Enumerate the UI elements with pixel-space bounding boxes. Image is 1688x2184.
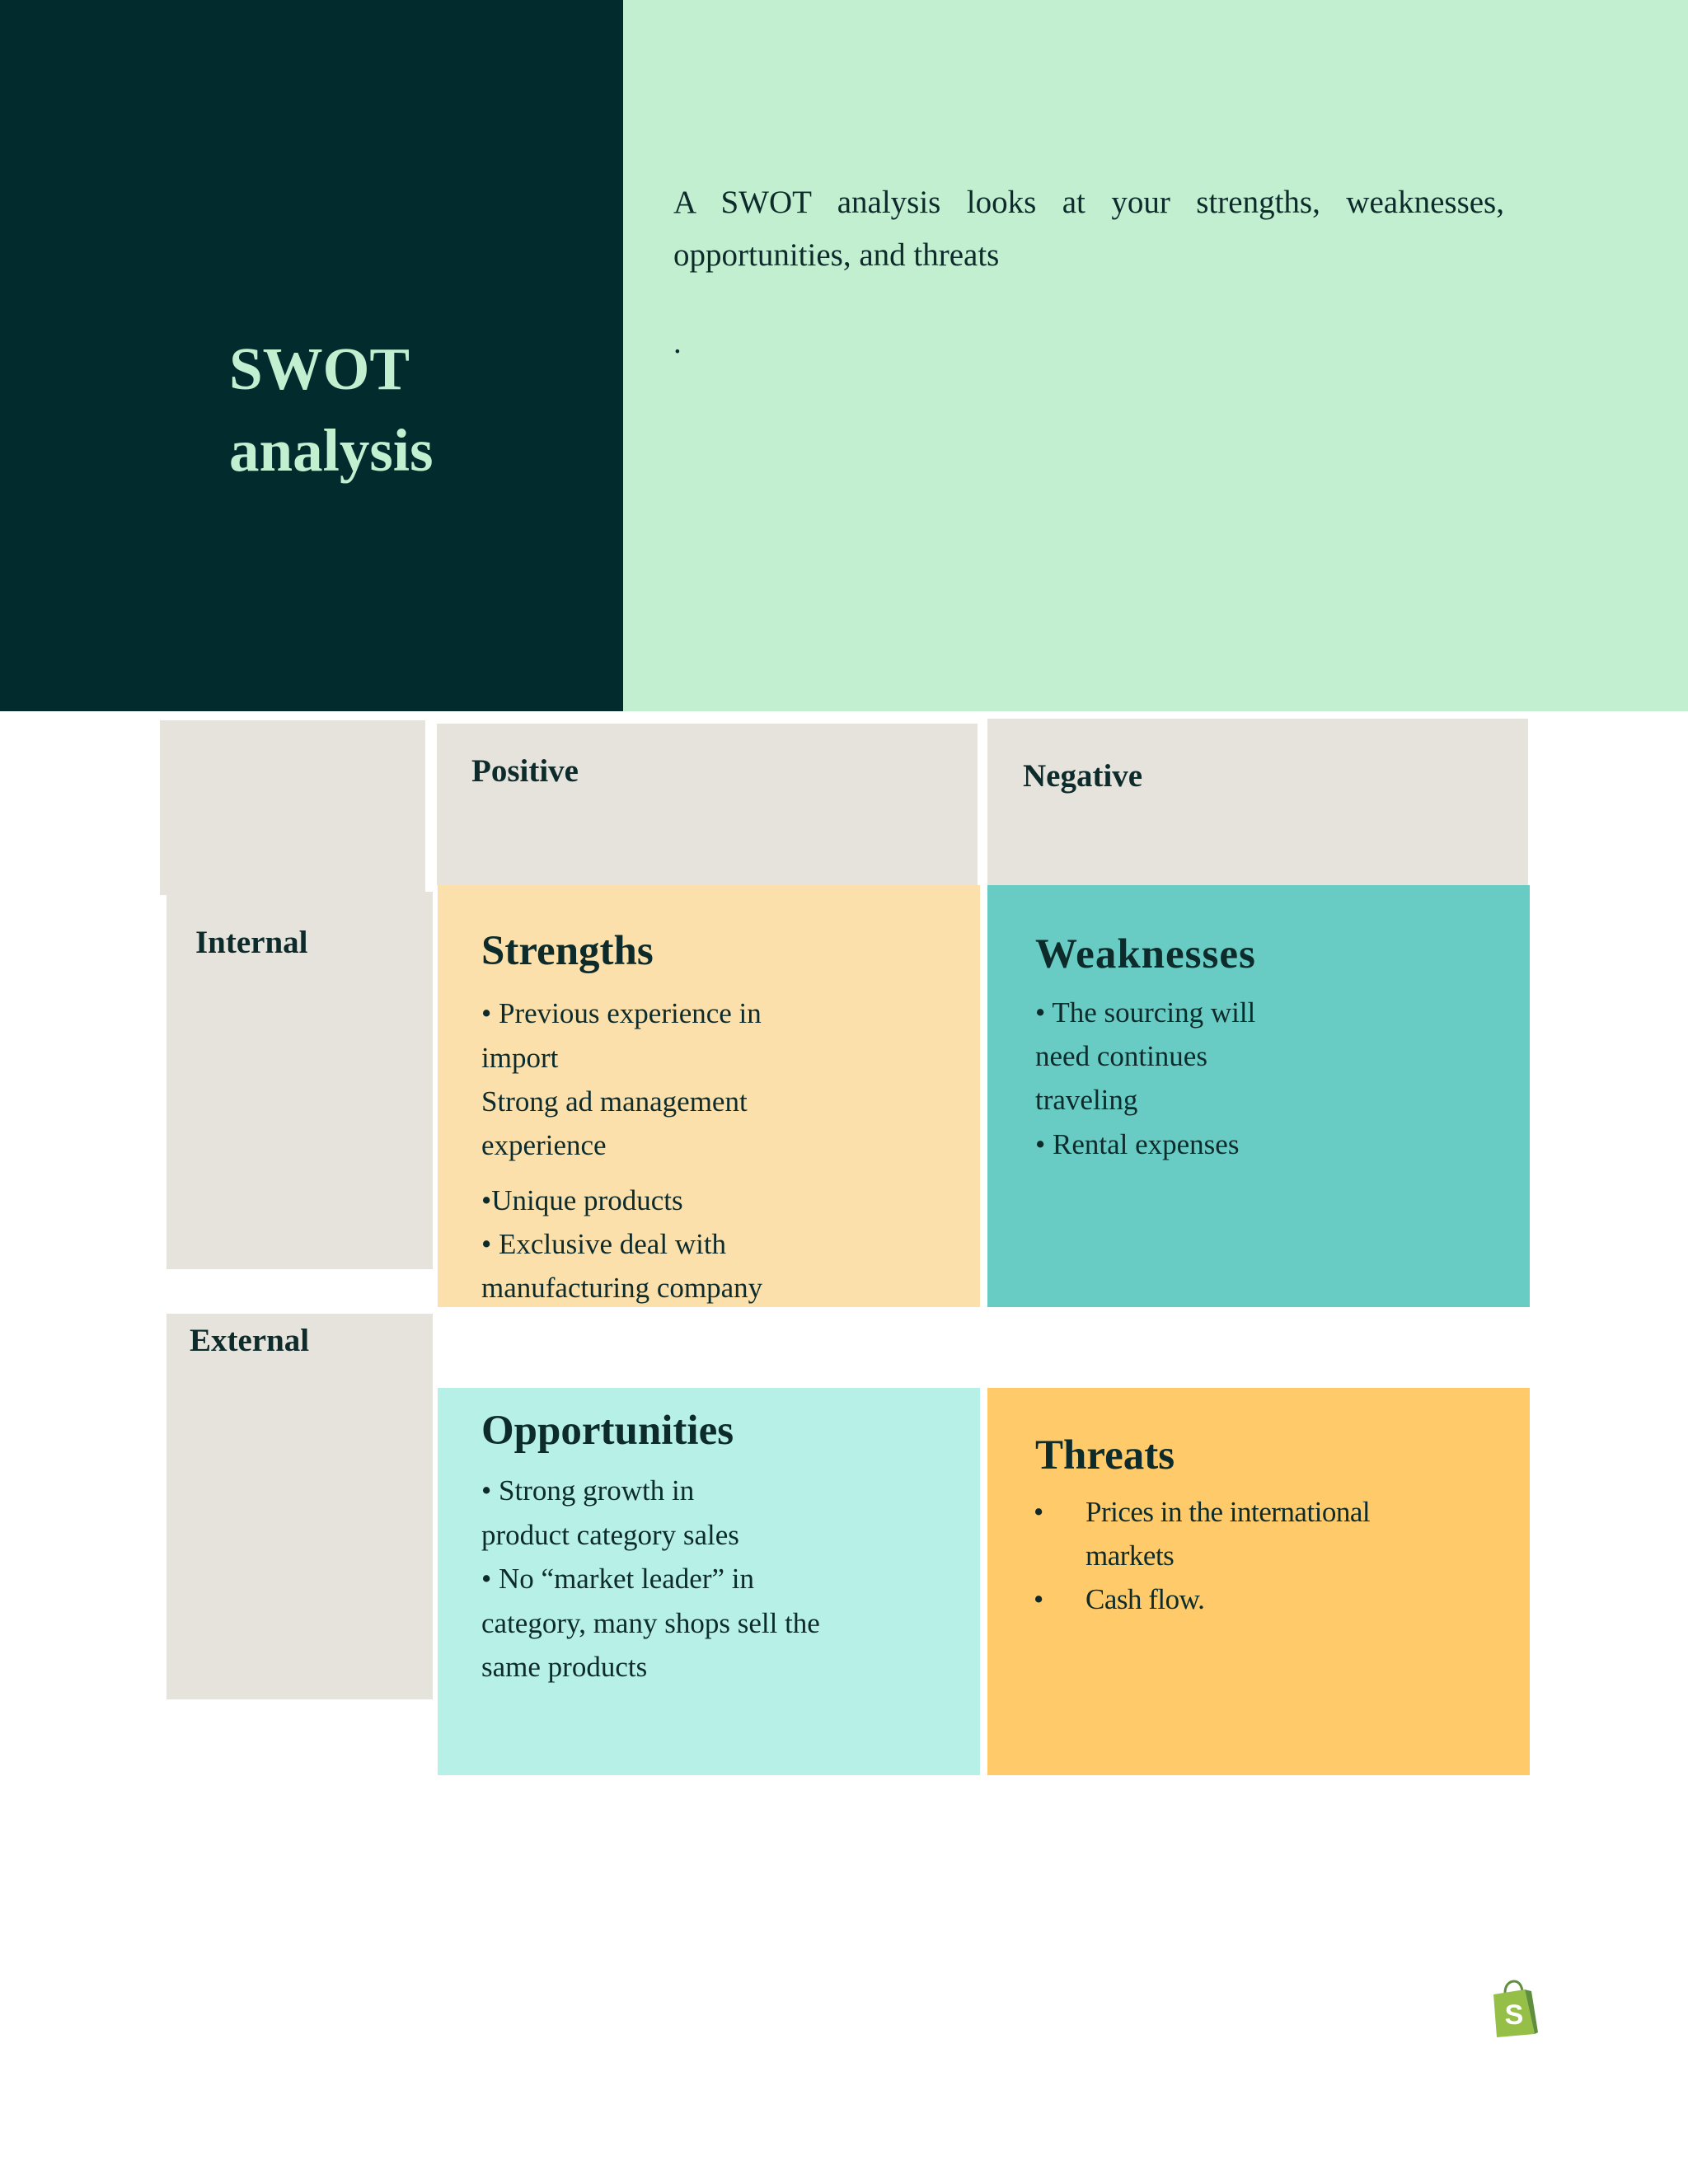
strengths-title: Strengths [481, 928, 654, 974]
strengths-line: manufacturing company [481, 1272, 763, 1304]
strengths-line: • Exclusive deal with [481, 1228, 727, 1260]
strengths-line: import [481, 1042, 559, 1074]
column-header-positive [437, 724, 978, 885]
strengths-line: •Unique products [481, 1184, 683, 1216]
grid-corner-cell [160, 720, 425, 895]
intro-text: A SWOT analysis looks at your strengths, weaknesses, opportunities, and threats [673, 185, 1504, 273]
threats-quadrant [987, 1388, 1530, 1775]
threats-bullet-marker: • [1034, 1496, 1044, 1528]
document-title [229, 328, 617, 491]
threats-line: markets [1085, 1540, 1175, 1572]
threats-line: Cash flow. [1085, 1583, 1205, 1615]
weaknesses-line: • The sourcing will [1035, 996, 1256, 1029]
weaknesses-title: Weaknesses [1035, 931, 1256, 977]
strengths-line: experience [481, 1129, 607, 1161]
opportunities-quadrant [438, 1388, 980, 1775]
shopping-bag-logo-icon [1489, 1980, 1540, 2039]
strengths-quadrant [438, 885, 980, 1307]
weaknesses-line: need continues [1035, 1040, 1207, 1072]
header-mint-panel [623, 0, 1688, 711]
opportunities-line: • No “market leader” in [481, 1563, 754, 1595]
positive-label: Positive [471, 753, 579, 789]
opportunities-line: same products [481, 1651, 648, 1683]
shopping-bag-logo-svg [1489, 1980, 1540, 2039]
internal-label: Internal [195, 925, 308, 960]
row-header-external [166, 1314, 433, 1699]
strengths-line: • Previous experience in [481, 997, 762, 1029]
logo-letter: S [1504, 1999, 1524, 2031]
column-header-negative [987, 719, 1528, 885]
title-line-2: analysis [229, 417, 434, 484]
strengths-line: Strong ad management [481, 1085, 748, 1118]
intro-dot: . [673, 325, 682, 360]
weaknesses-line: traveling [1035, 1084, 1138, 1116]
external-label: External [190, 1323, 310, 1358]
negative-label: Negative [1023, 758, 1143, 794]
title-line-1: SWOT [229, 335, 410, 402]
opportunities-line: category, many shops sell the [481, 1607, 820, 1639]
weaknesses-quadrant [987, 885, 1530, 1307]
threats-bullet-marker: • [1034, 1583, 1044, 1615]
opportunities-title: Opportunities [481, 1408, 734, 1454]
opportunities-line: • Strong growth in [481, 1474, 695, 1507]
weaknesses-line: • Rental expenses [1035, 1128, 1240, 1160]
threats-line: Prices in the international [1085, 1496, 1371, 1528]
threats-title: Threats [1035, 1432, 1175, 1479]
opportunities-line: product category sales [481, 1519, 739, 1551]
